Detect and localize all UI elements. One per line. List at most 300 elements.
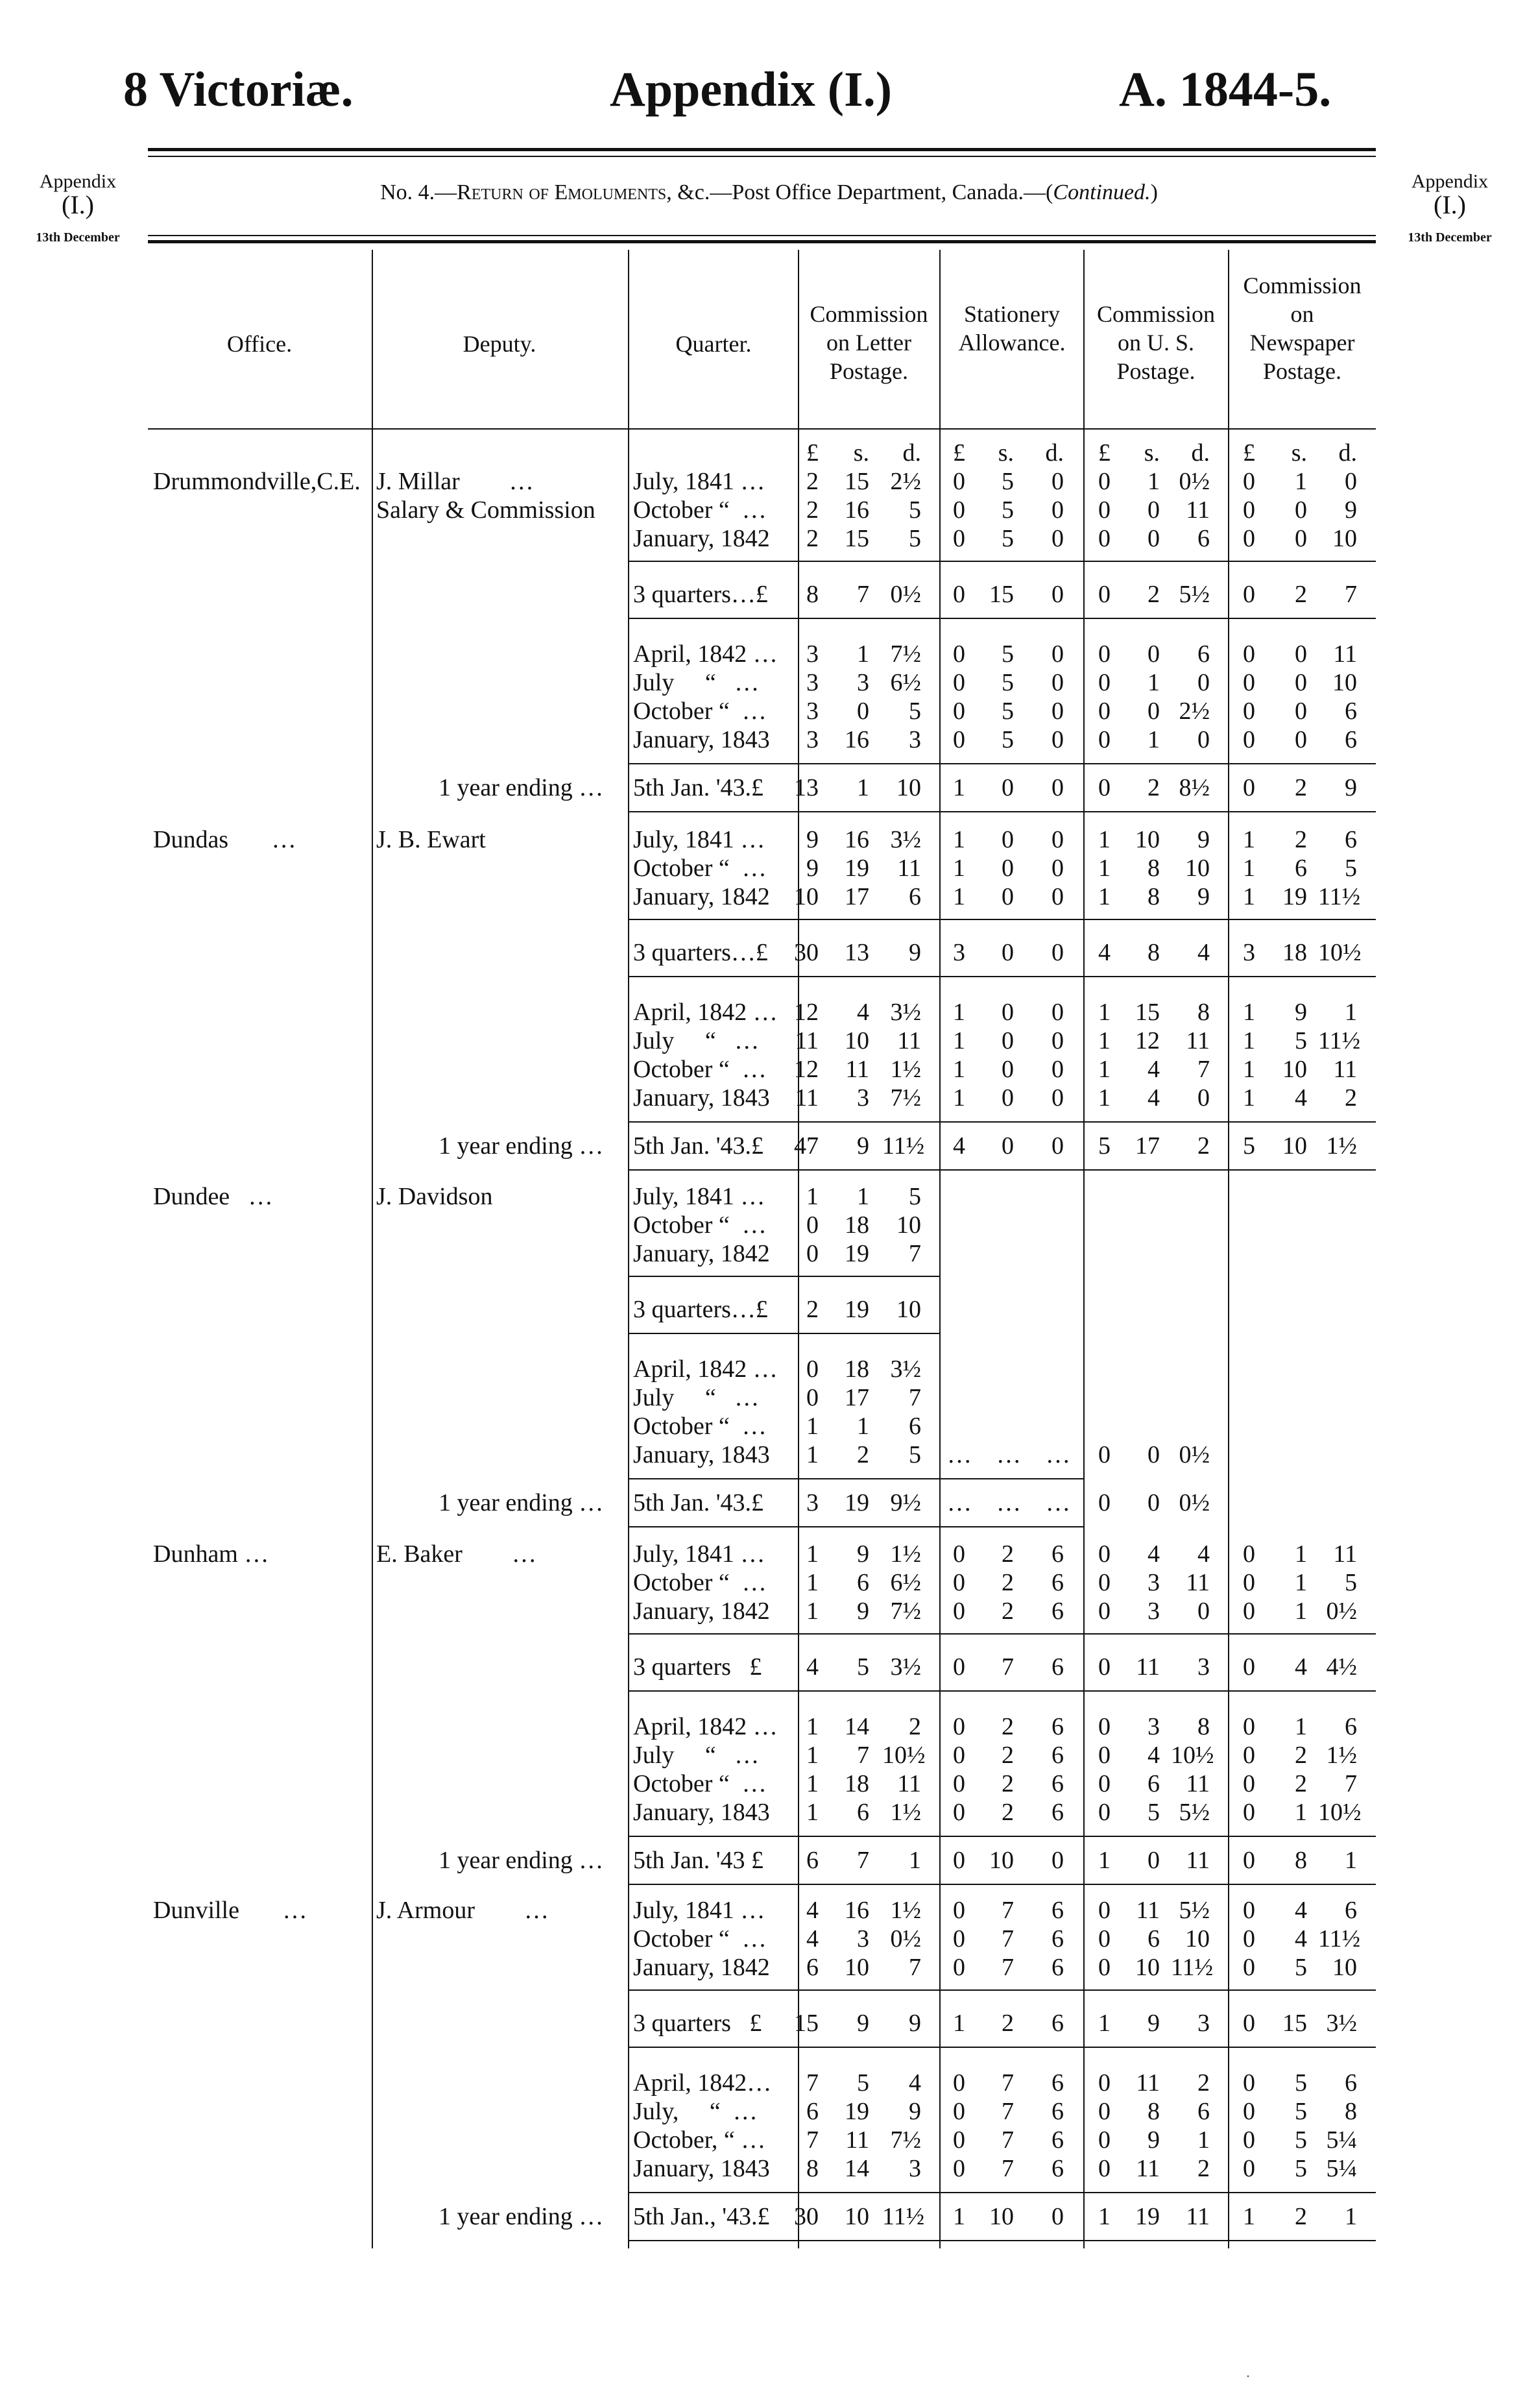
letter-value-pence: 7 xyxy=(909,1240,921,1267)
newspaper-sum-pence: 4½ xyxy=(1326,1653,1357,1681)
year-rule-bottom xyxy=(628,1526,1083,1527)
newspaper-value-shillings: 0 xyxy=(1295,726,1307,753)
stationery-sum-shillings: 0 xyxy=(1002,939,1014,966)
stationery-value-shillings: 0 xyxy=(1002,1084,1014,1112)
letter-value-pounds: 10 xyxy=(794,883,819,910)
quarter-label: April, 1842 … xyxy=(633,999,778,1026)
newspaper-value-pounds: 0 xyxy=(1243,698,1255,725)
us-value-shillings: 15 xyxy=(1135,999,1160,1026)
quarter-label: October “ … xyxy=(633,1770,767,1797)
newspaper-value-pence: 6 xyxy=(1345,2069,1357,2097)
stationery-year-total-pence: 0 xyxy=(1051,774,1064,801)
stationery-value-shillings: 0 xyxy=(1002,826,1014,853)
stationery-value-pence: 6 xyxy=(1051,1742,1064,1769)
col-head-stationery xyxy=(941,300,1083,357)
us-value-pounds: 0 xyxy=(1098,468,1111,495)
us-value-shillings: 6 xyxy=(1147,1770,1160,1797)
stationery-value-pence: 6 xyxy=(1051,1770,1064,1797)
us-year-total-shillings: 2 xyxy=(1147,774,1160,801)
newspaper-sum-pence: 7 xyxy=(1345,581,1357,608)
stationery-value-pounds: 0 xyxy=(953,2126,965,2154)
newspaper-value-pounds: 0 xyxy=(1243,1925,1255,1952)
sum-rule-top xyxy=(628,1276,939,1277)
us-sum-pence: 5½ xyxy=(1179,581,1210,608)
letter-value-pence: 5 xyxy=(909,1441,921,1468)
us-value-pence: 11 xyxy=(1186,1569,1210,1596)
us-value-pence: 11 xyxy=(1186,496,1210,524)
newspaper-sum-shillings: 2 xyxy=(1295,581,1307,608)
letter-value-pence: 11 xyxy=(897,855,921,882)
stationery-value-pence: 0 xyxy=(1051,855,1064,882)
newspaper-value-shillings: 0 xyxy=(1295,640,1307,668)
letter-sum-pence: 10 xyxy=(896,1296,921,1323)
newspaper-value-shillings: 1 xyxy=(1295,1713,1307,1740)
stationery-value-shillings: 0 xyxy=(1002,855,1014,882)
newspaper-value-pence: 9 xyxy=(1345,496,1357,524)
us-value-shillings: 3 xyxy=(1147,1598,1160,1625)
letter-sum-shillings: 13 xyxy=(845,939,869,966)
stationery-value-pence: 6 xyxy=(1051,1598,1064,1625)
stationery-sum-shillings: 7 xyxy=(1002,1653,1014,1681)
col-head-quarter: Quarter. xyxy=(675,331,752,357)
us-value-pence: 2 xyxy=(1197,2155,1210,2182)
newspaper-value-pounds: 0 xyxy=(1243,2126,1255,2154)
us-value-shillings: 4 xyxy=(1147,1084,1160,1112)
newspaper-value-pounds: 0 xyxy=(1243,2098,1255,2125)
letter-value-pounds: 1 xyxy=(806,1713,819,1740)
stationery-sum-pence: 6 xyxy=(1051,1653,1064,1681)
letter-value-pounds: 0 xyxy=(806,1240,819,1267)
letter-value-pounds: 9 xyxy=(806,855,819,882)
letter-value-shillings: 4 xyxy=(857,999,869,1026)
us-sum-pence: 3 xyxy=(1197,1653,1210,1681)
newspaper-value-pounds: 1 xyxy=(1243,883,1255,910)
stationery-value-shillings: 7 xyxy=(1002,2069,1014,2097)
letter-year-total-pence: 10 xyxy=(896,774,921,801)
side-note-left-roman: (I.) xyxy=(62,190,94,219)
col-head-newspaper-2: on xyxy=(1290,301,1314,327)
stationery-sum-pounds: 1 xyxy=(953,2010,965,2037)
unit-stat-1: s. xyxy=(998,439,1014,467)
quarter-label: October “ … xyxy=(633,496,767,524)
letter-value-pounds: 3 xyxy=(806,726,819,753)
letter-value-pounds: 1 xyxy=(806,1770,819,1797)
stationery-value-pence: 0 xyxy=(1051,1027,1064,1054)
quarter-label: October “ … xyxy=(633,1211,767,1239)
newspaper-sum-pounds: 0 xyxy=(1243,1653,1255,1681)
stationery-dots: … … … xyxy=(947,1489,1070,1516)
unit-letter-0: £ xyxy=(806,439,819,467)
letter-value-shillings: 3 xyxy=(857,1084,869,1112)
us-value-pounds: 0 xyxy=(1098,1569,1111,1596)
stationery-value-shillings: 2 xyxy=(1002,1742,1014,1769)
stationery-year-total-pounds: 1 xyxy=(953,2203,965,2230)
stationery-value-shillings: 5 xyxy=(1002,640,1014,668)
year-ending-date: 5th Jan. '43 £ xyxy=(633,1847,764,1874)
newspaper-value-pence: 6 xyxy=(1345,826,1357,853)
us-value-pounds: 1 xyxy=(1098,1084,1111,1112)
newspaper-value-shillings: 0 xyxy=(1295,698,1307,725)
stationery-value-pence: 0 xyxy=(1051,826,1064,853)
newspaper-sum-shillings: 4 xyxy=(1295,1653,1307,1681)
quarter-label: January, 1842 xyxy=(633,1240,770,1267)
stationery-value-shillings: 2 xyxy=(1002,1540,1014,1568)
col-head-newspaper xyxy=(1229,271,1375,385)
us-value-pence: 6 xyxy=(1197,640,1210,668)
letter-value-pence: 3½ xyxy=(890,1356,921,1383)
us-value-pounds: 0 xyxy=(1098,2098,1111,2125)
newspaper-value-pence: 1 xyxy=(1345,999,1357,1026)
newspaper-value-pence: 0 xyxy=(1345,468,1357,495)
year-rule-top xyxy=(628,2192,1376,2193)
stationery-value-pounds: 1 xyxy=(953,1084,965,1112)
letter-year-total-shillings: 7 xyxy=(857,1847,869,1874)
quarter-label: January, 1843 xyxy=(633,1441,770,1468)
newspaper-sum-pounds: 0 xyxy=(1243,2010,1255,2037)
unit-news-0: £ xyxy=(1243,439,1255,467)
stationery-value-shillings: 5 xyxy=(1002,669,1014,696)
newspaper-value-pounds: 1 xyxy=(1243,999,1255,1026)
stationery-value-pence: 0 xyxy=(1051,525,1064,552)
stationery-value-pence: 6 xyxy=(1051,1925,1064,1952)
us-value-shillings: 11 xyxy=(1136,1897,1160,1924)
header-right: A. 1844-5. xyxy=(1119,62,1332,117)
us-value-pence: 9 xyxy=(1197,883,1210,910)
stationery-value-pence: 6 xyxy=(1051,1897,1064,1924)
letter-value-pounds: 1 xyxy=(806,1742,819,1769)
newspaper-sum-pounds: 3 xyxy=(1243,939,1255,966)
year-rule-top xyxy=(628,1478,1083,1479)
three-quarters-label: 3 quarters…£ xyxy=(633,1296,768,1323)
col-head-us-3: Postage. xyxy=(1116,358,1196,384)
sum-rule-top xyxy=(628,1633,1376,1635)
letter-year-total-pence: 1 xyxy=(909,1847,921,1874)
us-value-shillings: 4 xyxy=(1147,1540,1160,1568)
newspaper-value-pence: 6 xyxy=(1345,726,1357,753)
letter-value-shillings: 7 xyxy=(857,1742,869,1769)
us-value-shillings: 6 xyxy=(1147,1925,1160,1952)
letter-year-total-pence: 9½ xyxy=(890,1489,921,1516)
letter-value-pence: 1½ xyxy=(890,1799,921,1826)
letter-value-pence: 0½ xyxy=(890,1925,921,1952)
newspaper-value-pounds: 0 xyxy=(1243,1954,1255,1981)
quarter-label: January, 1842 xyxy=(633,883,770,910)
stationery-value-pounds: 0 xyxy=(953,1925,965,1952)
us-value-pounds: 0 xyxy=(1098,1799,1111,1826)
letter-value-pounds: 12 xyxy=(794,1056,819,1083)
us-value-shillings: 10 xyxy=(1135,1954,1160,1981)
us-value-pence: 6 xyxy=(1197,2098,1210,2125)
us-value-pounds: 0 xyxy=(1098,2069,1111,2097)
letter-value-pounds: 1 xyxy=(806,1183,819,1210)
newspaper-value-shillings: 4 xyxy=(1295,1897,1307,1924)
letter-value-pence: 6 xyxy=(909,883,921,910)
us-value-shillings: 3 xyxy=(1147,1713,1160,1740)
letter-value-pence: 7½ xyxy=(890,1598,921,1625)
us-value-shillings: 4 xyxy=(1147,1056,1160,1083)
year-ending-date: 5th Jan. '43.£ xyxy=(633,774,764,801)
letter-sum-pounds: 4 xyxy=(806,1653,819,1681)
stationery-value-shillings: 2 xyxy=(1002,1569,1014,1596)
us-year-total-shillings: 17 xyxy=(1135,1132,1160,1160)
us-value-pence: 11 xyxy=(1186,1027,1210,1054)
deputy-name: J. Armour … xyxy=(376,1897,549,1924)
letter-value-pence: 7 xyxy=(909,1384,921,1411)
letter-value-shillings: 1 xyxy=(857,1413,869,1440)
us-value-pounds: 0 xyxy=(1098,496,1111,524)
letter-value-shillings: 1 xyxy=(857,640,869,668)
stationery-year-total-pounds: 4 xyxy=(953,1132,965,1160)
letter-value-shillings: 14 xyxy=(845,1713,869,1740)
deputy-name: J. B. Ewart xyxy=(376,826,486,853)
office-name: Dunville … xyxy=(153,1897,307,1924)
letter-value-pence: 7½ xyxy=(890,1084,921,1112)
stationery-sum-shillings: 2 xyxy=(1002,2010,1014,2037)
quarter-label: July “ … xyxy=(633,1027,760,1054)
stationery-value-pounds: 0 xyxy=(953,726,965,753)
letter-value-shillings: 19 xyxy=(845,1240,869,1267)
us-sum-shillings: 9 xyxy=(1147,2010,1160,2037)
newspaper-value-pounds: 0 xyxy=(1243,1770,1255,1797)
newspaper-value-shillings: 1 xyxy=(1295,1540,1307,1568)
header-bottom-rule xyxy=(148,428,1376,430)
unit-news-2: d. xyxy=(1338,439,1357,467)
letter-value-shillings: 6 xyxy=(857,1569,869,1596)
us-value-pounds: 1 xyxy=(1098,826,1111,853)
sum-rule-top xyxy=(628,561,1376,562)
letter-value-shillings: 11 xyxy=(845,1056,869,1083)
stationery-value-pence: 0 xyxy=(1051,468,1064,495)
us-value-pounds: 0 xyxy=(1098,1770,1111,1797)
stationery-value-shillings: 2 xyxy=(1002,1770,1014,1797)
year-rule-bottom xyxy=(628,1884,1376,1885)
us-value-pence: 5½ xyxy=(1179,1897,1210,1924)
stationery-sum-shillings: 15 xyxy=(989,581,1014,608)
stationery-value-pence: 6 xyxy=(1051,2098,1064,2125)
us-value-pence: 8 xyxy=(1197,1713,1210,1740)
us-sum-pounds: 1 xyxy=(1098,2010,1111,2037)
newspaper-year-total-pence: 1½ xyxy=(1326,1132,1357,1160)
stationery-value-pence: 6 xyxy=(1051,1799,1064,1826)
stationery-value-pounds: 1 xyxy=(953,826,965,853)
newspaper-value-pounds: 1 xyxy=(1243,855,1255,882)
quarter-label: October “ … xyxy=(633,1925,767,1952)
stationery-value-pounds: 0 xyxy=(953,468,965,495)
stationery-value-shillings: 2 xyxy=(1002,1598,1014,1625)
letter-value-pounds: 1 xyxy=(806,1413,819,1440)
letter-value-pence: 5 xyxy=(909,1183,921,1210)
newspaper-value-pounds: 0 xyxy=(1243,1713,1255,1740)
us-year-total-shillings: 19 xyxy=(1135,2203,1160,2230)
us-value-shillings: 0 xyxy=(1147,1441,1160,1468)
newspaper-sum-shillings: 18 xyxy=(1282,939,1307,966)
us-value-pence: 0 xyxy=(1197,1598,1210,1625)
col-head-us-2: on U. S. xyxy=(1117,330,1195,356)
stationery-value-pounds: 0 xyxy=(953,2098,965,2125)
letter-value-pounds: 0 xyxy=(806,1356,819,1383)
us-value-shillings: 11 xyxy=(1136,2069,1160,2097)
col-head-letter-1: Commission xyxy=(810,301,928,327)
col-head-deputy: Deputy. xyxy=(463,331,536,357)
newspaper-value-shillings: 4 xyxy=(1295,1084,1307,1112)
stationery-value-pounds: 1 xyxy=(953,855,965,882)
letter-value-shillings: 10 xyxy=(845,1954,869,1981)
newspaper-value-pence: 1½ xyxy=(1326,1742,1357,1769)
quarter-label: July, 1841 … xyxy=(633,1183,765,1210)
quarter-label: July, 1841 … xyxy=(633,468,765,495)
letter-value-pence: 3½ xyxy=(890,999,921,1026)
letter-value-pence: 7½ xyxy=(890,2126,921,2154)
office-name: Drummondville,C.E. xyxy=(153,468,361,495)
stationery-value-shillings: 0 xyxy=(1002,999,1014,1026)
unit-stat-0: £ xyxy=(953,439,965,467)
us-value-pence: 9 xyxy=(1197,826,1210,853)
newspaper-value-pence: 11 xyxy=(1333,1540,1357,1568)
letter-value-pounds: 7 xyxy=(806,2069,819,2097)
stationery-year-total-pounds: 0 xyxy=(953,1847,965,1874)
letter-value-pounds: 0 xyxy=(806,1384,819,1411)
letter-value-shillings: 3 xyxy=(857,1925,869,1952)
newspaper-value-shillings: 1 xyxy=(1295,1799,1307,1826)
letter-value-pence: 4 xyxy=(909,2069,921,2097)
letter-value-pounds: 1 xyxy=(806,1799,819,1826)
letter-value-pence: 9 xyxy=(909,2098,921,2125)
col-head-newspaper-3: Newspaper xyxy=(1249,330,1355,356)
us-value-shillings: 4 xyxy=(1147,1742,1160,1769)
letter-sum-pence: 3½ xyxy=(890,1653,921,1681)
table-title xyxy=(0,180,1538,205)
stationery-year-total-pence: 0 xyxy=(1051,1847,1064,1874)
year-ending-label: 1 year ending … xyxy=(439,774,604,801)
stationery-year-total-pence: 0 xyxy=(1051,2203,1064,2230)
office-name: Dundas … xyxy=(153,826,296,853)
quarter-label: July, 1841 … xyxy=(633,1540,765,1568)
quarter-label: April, 1842 … xyxy=(633,1713,778,1740)
us-year-total-pence: 2 xyxy=(1197,1132,1210,1160)
stationery-value-pence: 0 xyxy=(1051,1084,1064,1112)
letter-value-pounds: 3 xyxy=(806,640,819,668)
letter-value-pounds: 4 xyxy=(806,1925,819,1952)
newspaper-year-total-shillings: 8 xyxy=(1295,1847,1307,1874)
unit-stat-2: d. xyxy=(1045,439,1064,467)
letter-value-pounds: 1 xyxy=(806,1598,819,1625)
quarter-label: October, “ … xyxy=(633,2126,766,2154)
letter-value-pence: 1½ xyxy=(890,1540,921,1568)
us-value-shillings: 1 xyxy=(1147,669,1160,696)
col-head-us-1: Commission xyxy=(1096,301,1216,327)
letter-value-pounds: 6 xyxy=(806,1954,819,1981)
newspaper-value-shillings: 19 xyxy=(1282,883,1307,910)
us-value-shillings: 11 xyxy=(1136,2155,1160,2182)
newspaper-value-shillings: 0 xyxy=(1295,669,1307,696)
newspaper-value-pounds: 0 xyxy=(1243,640,1255,668)
unit-us-1: s. xyxy=(1144,439,1160,467)
us-value-pounds: 0 xyxy=(1098,1441,1111,1468)
newspaper-year-total-pounds: 0 xyxy=(1243,1847,1255,1874)
us-sum-pence: 4 xyxy=(1197,939,1210,966)
letter-value-pounds: 3 xyxy=(806,698,819,725)
newspaper-value-pence: 10 xyxy=(1332,1954,1357,1981)
newspaper-value-shillings: 5 xyxy=(1295,1954,1307,1981)
stationery-value-shillings: 7 xyxy=(1002,2098,1014,2125)
year-rule-top xyxy=(628,1121,1376,1123)
col-head-letter-2: on Letter xyxy=(826,330,911,356)
letter-value-pence: 2 xyxy=(909,1713,921,1740)
us-sum-pounds: 0 xyxy=(1098,1653,1111,1681)
stationery-value-pence: 0 xyxy=(1051,698,1064,725)
newspaper-value-shillings: 6 xyxy=(1295,855,1307,882)
year-rule-bottom xyxy=(628,2240,1376,2241)
top-rule-thick xyxy=(148,148,1376,151)
newspaper-value-pence: 6 xyxy=(1345,1897,1357,1924)
letter-value-pounds: 2 xyxy=(806,468,819,495)
table-title-italic: Continued. xyxy=(1053,180,1151,204)
quarter-label: October “ … xyxy=(633,1569,767,1596)
us-value-pounds: 0 xyxy=(1098,525,1111,552)
unit-letter-1: s. xyxy=(853,439,869,467)
letter-sum-pounds: 8 xyxy=(806,581,819,608)
newspaper-value-pounds: 0 xyxy=(1243,1569,1255,1596)
stationery-value-pence: 6 xyxy=(1051,1569,1064,1596)
stationery-value-pounds: 0 xyxy=(953,1540,965,1568)
us-value-shillings: 5 xyxy=(1147,1799,1160,1826)
stationery-value-pence: 0 xyxy=(1051,883,1064,910)
us-value-shillings: 3 xyxy=(1147,1569,1160,1596)
letter-sum-shillings: 7 xyxy=(857,581,869,608)
title-rule-thick xyxy=(148,240,1376,243)
year-rule-top xyxy=(628,1836,1376,1837)
us-value-pence: 11½ xyxy=(1171,1954,1214,1981)
us-value-pence: 10 xyxy=(1185,855,1210,882)
newspaper-sum-pounds: 0 xyxy=(1243,581,1255,608)
newspaper-value-pence: 10½ xyxy=(1318,1799,1362,1826)
us-year-total-pounds: 1 xyxy=(1098,2203,1111,2230)
us-value-pence: 0 xyxy=(1197,669,1210,696)
stationery-year-total-shillings: 0 xyxy=(1002,774,1014,801)
office-name: Dundee … xyxy=(153,1183,273,1210)
side-note-right-label: Appendix xyxy=(1411,171,1489,192)
stationery-value-shillings: 7 xyxy=(1002,1925,1014,1952)
letter-value-pence: 2½ xyxy=(890,468,921,495)
stationery-sum-pence: 0 xyxy=(1051,581,1064,608)
stationery-sum-pounds: 3 xyxy=(953,939,965,966)
deputy-name: J. Davidson xyxy=(376,1183,493,1210)
stationery-value-pence: 6 xyxy=(1051,2126,1064,2154)
quarter-label: July, 1841 … xyxy=(633,1897,765,1924)
letter-value-pence: 7½ xyxy=(890,640,921,668)
stationery-value-pounds: 1 xyxy=(953,1056,965,1083)
newspaper-value-pence: 8 xyxy=(1345,2098,1357,2125)
stationery-value-shillings: 5 xyxy=(1002,468,1014,495)
stationery-value-pounds: 0 xyxy=(953,1742,965,1769)
letter-value-pence: 6½ xyxy=(890,1569,921,1596)
newspaper-value-shillings: 9 xyxy=(1295,999,1307,1026)
letter-value-shillings: 1 xyxy=(857,1183,869,1210)
stationery-dots: … … … xyxy=(947,1441,1070,1468)
three-quarters-label: 3 quarters…£ xyxy=(633,939,768,966)
quarter-label: July “ … xyxy=(633,669,760,696)
side-note-right-date: 13th December xyxy=(1408,230,1492,245)
letter-value-shillings: 11 xyxy=(845,2126,869,2154)
stationery-value-shillings: 7 xyxy=(1002,1954,1014,1981)
stationery-value-pence: 6 xyxy=(1051,2069,1064,2097)
letter-value-pence: 10½ xyxy=(882,1742,926,1769)
us-value-pounds: 0 xyxy=(1098,1742,1111,1769)
us-year-total-pence: 11 xyxy=(1186,1847,1210,1874)
newspaper-sum-pence: 3½ xyxy=(1326,2010,1357,2037)
deputy-note: Salary & Commission xyxy=(376,496,595,524)
stationery-sum-pounds: 0 xyxy=(953,581,965,608)
